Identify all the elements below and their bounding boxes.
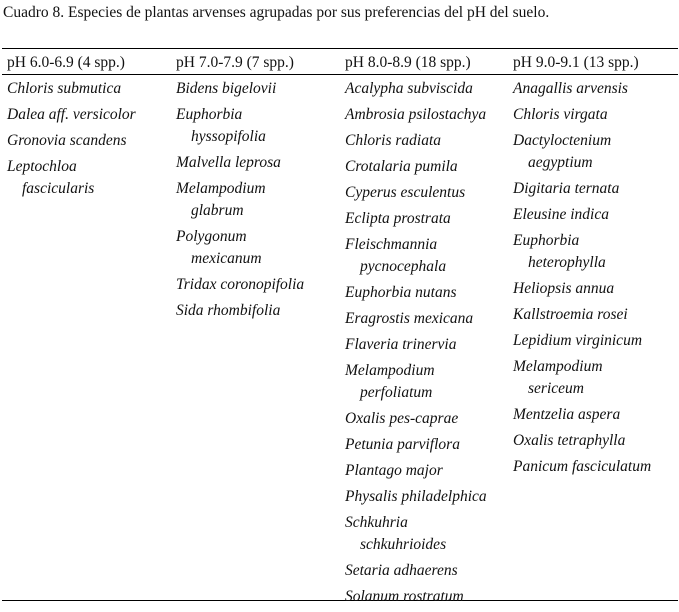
species-list [513, 78, 651, 478]
column-ph-8 [345, 52, 487, 612]
species-name: Melampodium [176, 180, 266, 197]
species-name: Flaveria trinervia [345, 336, 457, 353]
species-name: Solanum rostratum [345, 588, 464, 605]
species-item [513, 456, 651, 478]
species-item [513, 178, 651, 200]
species-item [7, 130, 136, 152]
species-name-continuation: schkuhrioides [360, 536, 447, 553]
species-item [345, 360, 487, 404]
species-item [513, 230, 651, 274]
column-ph-6 [7, 52, 136, 204]
species-list [176, 78, 304, 322]
species-item [345, 408, 487, 430]
species-name-continuation: aegyptium [528, 154, 593, 171]
species-item [513, 304, 651, 326]
species-name: Oxalis pes-caprae [345, 410, 459, 427]
species-item [513, 356, 651, 400]
species-name-continuation: heterophylla [528, 254, 606, 271]
species-item [176, 152, 304, 174]
species-item [345, 586, 487, 608]
species-name: Dalea aff. versicolor [7, 106, 136, 123]
species-item [513, 104, 651, 126]
species-name: Euphorbia [176, 106, 243, 123]
species-item [513, 430, 651, 452]
species-name: Chloris virgata [513, 106, 608, 123]
species-name-continuation: perfoliatum [360, 384, 433, 401]
table-bottom-rule [2, 600, 678, 601]
species-name: Heliopsis annua [513, 280, 615, 297]
species-name: Oxalis tetraphylla [513, 432, 626, 449]
species-name-continuation: mexicanum [191, 250, 262, 267]
species-item [345, 182, 487, 204]
species-item [176, 104, 304, 148]
column-header: pH 6.0-6.9 (4 spp.) [7, 54, 125, 71]
column-ph-9 [513, 52, 651, 482]
species-name: Polygonum [176, 228, 247, 245]
species-item [345, 334, 487, 356]
species-name: Ambrosia psilostachya [345, 106, 487, 123]
species-item [176, 178, 304, 222]
species-name: Melampodium [345, 362, 435, 379]
species-item [345, 308, 487, 330]
species-item [345, 434, 487, 456]
species-item [7, 78, 136, 100]
species-name: Acalypha subviscida [345, 80, 473, 97]
species-name-continuation: fascicularis [22, 180, 95, 197]
species-item [513, 404, 651, 426]
table-top-rule [2, 48, 678, 49]
species-item [345, 460, 487, 482]
species-name-continuation: sericeum [528, 380, 584, 397]
species-name: Eclipta prostrata [345, 210, 451, 227]
species-name: Schkuhria [345, 514, 408, 531]
species-item [176, 226, 304, 270]
species-name: Chloris submutica [7, 80, 122, 97]
species-name: Sida rhombifolia [176, 302, 281, 319]
species-name-continuation: glabrum [191, 202, 244, 219]
species-item [513, 130, 651, 174]
species-item [7, 156, 136, 200]
species-item [345, 486, 487, 508]
species-name: Malvella leprosa [176, 154, 281, 171]
species-name: Euphorbia [513, 232, 580, 249]
species-name: Plantago major [345, 462, 443, 479]
species-item [345, 130, 487, 152]
column-header: pH 8.0-8.9 (18 spp.) [345, 54, 471, 71]
species-item [345, 560, 487, 582]
species-item [345, 208, 487, 230]
species-name: Eleusine indica [513, 206, 609, 223]
species-name: Euphorbia nutans [345, 284, 457, 301]
species-item [513, 330, 651, 352]
species-list [7, 78, 136, 200]
species-name: Physalis philadelphica [345, 488, 487, 505]
species-name: Leptochloa [7, 158, 77, 175]
species-item [513, 278, 651, 300]
species-name-continuation: hyssopifolia [191, 128, 266, 145]
species-name-continuation: pycnocephala [360, 258, 447, 275]
species-name: Dactyloctenium [513, 132, 612, 149]
species-item [345, 234, 487, 278]
species-item [513, 204, 651, 226]
species-name: Anagallis arvensis [513, 80, 628, 97]
column-ph-7 [176, 52, 304, 326]
species-name: Setaria adhaerens [345, 562, 458, 579]
species-item [176, 78, 304, 100]
species-name: Petunia parviflora [345, 436, 460, 453]
table-caption: Cuadro 8. Especies de plantas arvenses agrupadas por sus preferencias del pH del suelo. [3, 4, 550, 21]
species-name: Kallstroemia rosei [513, 306, 628, 323]
species-name: Bidens bigelovii [176, 80, 277, 97]
column-header: pH 9.0-9.1 (13 spp.) [513, 54, 639, 71]
species-name: Gronovia scandens [7, 132, 127, 149]
species-item [513, 78, 651, 100]
species-item [345, 512, 487, 556]
species-item [176, 274, 304, 296]
species-name: Eragrostis mexicana [345, 310, 474, 327]
species-item [345, 282, 487, 304]
species-item [7, 104, 136, 126]
species-name: Melampodium [513, 358, 603, 375]
species-item [176, 300, 304, 322]
species-item [345, 104, 487, 126]
species-name: Tridax coronopifolia [176, 276, 305, 293]
species-item [345, 78, 487, 100]
species-name: Chloris radiata [345, 132, 442, 149]
species-name: Panicum fasciculatum [513, 458, 652, 475]
species-name: Mentzelia aspera [513, 406, 621, 423]
species-name: Fleischmannia [345, 236, 438, 253]
species-name: Cyperus esculentus [345, 184, 466, 201]
species-list [345, 78, 487, 608]
species-item [345, 156, 487, 178]
species-name: Digitaria ternata [513, 180, 620, 197]
species-name: Crotalaria pumila [345, 158, 458, 175]
column-header: pH 7.0-7.9 (7 spp.) [176, 54, 294, 71]
species-name: Lepidium virginicum [513, 332, 643, 349]
